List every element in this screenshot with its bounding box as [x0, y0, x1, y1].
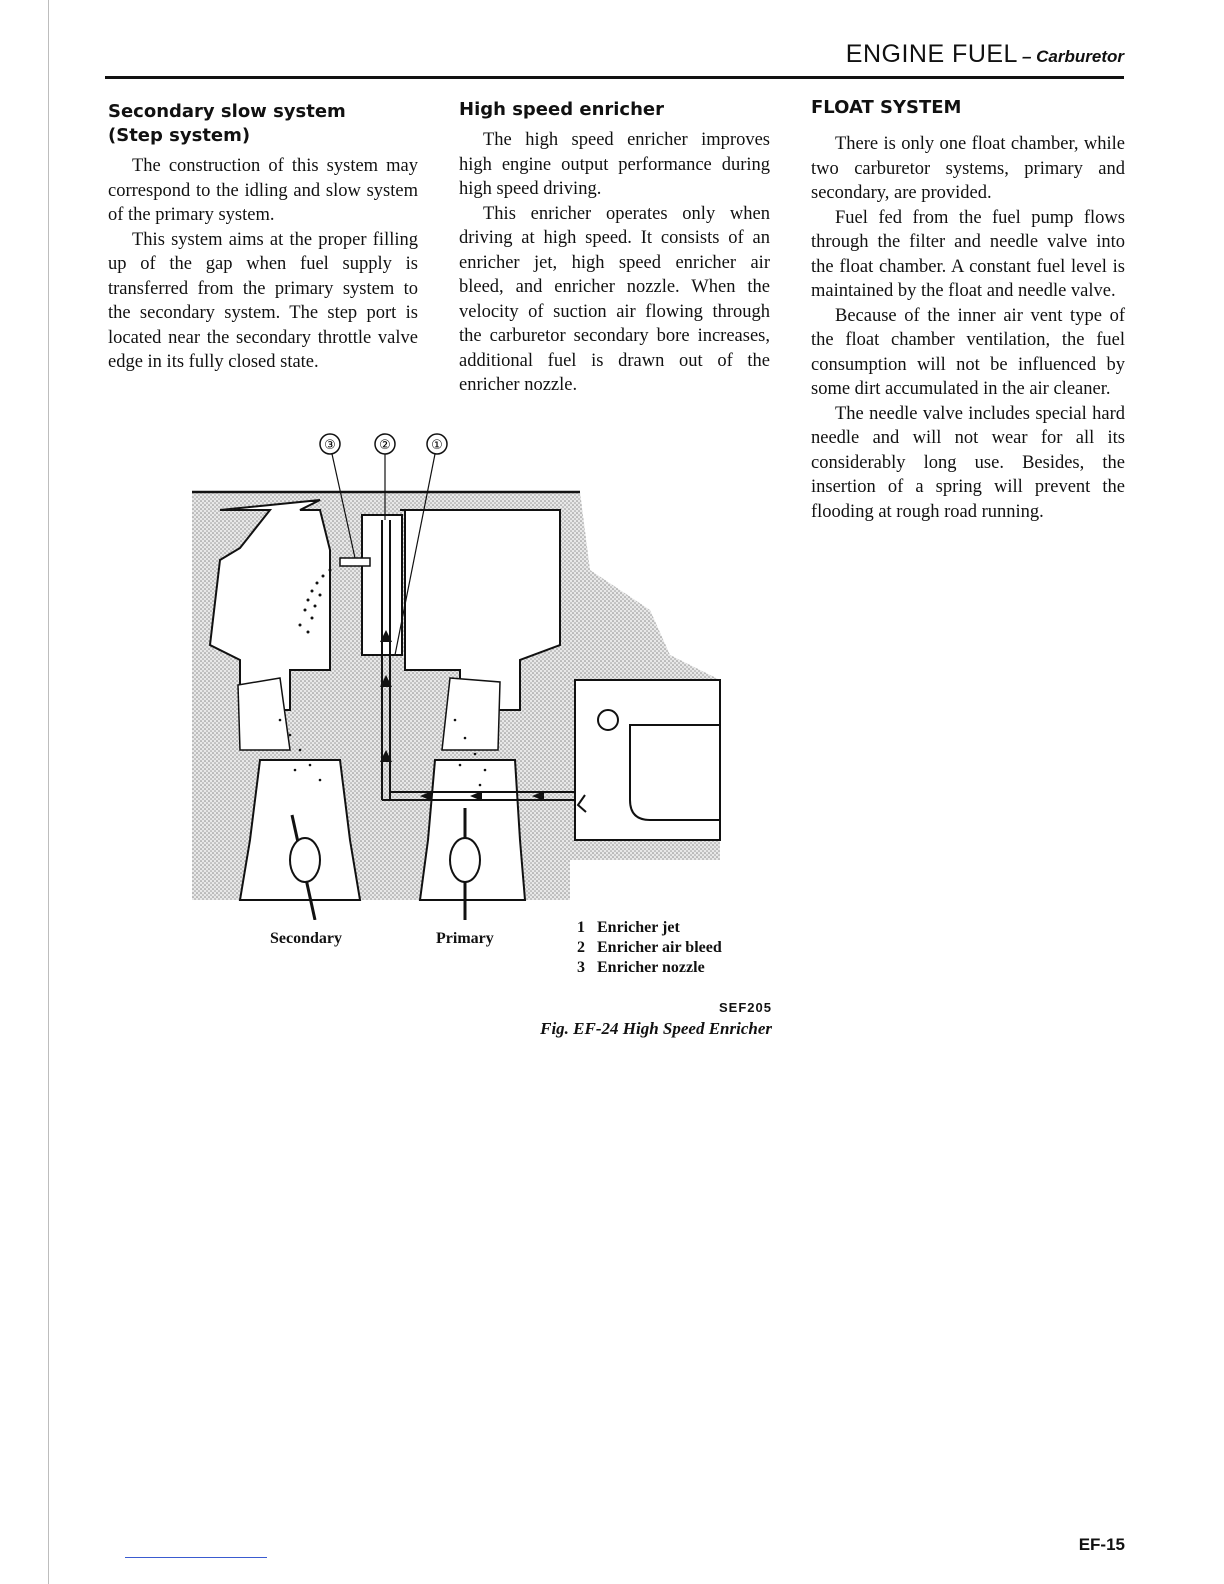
legend-item [575, 958, 722, 978]
paragraph: This system aims at the proper filling up of the gap when fuel supply is transferred from the primary system to the secondary system. The step port is located near the secondary throttle valve edge in its fully closed state. [108, 229, 418, 372]
callout-3-label: ③ [324, 438, 336, 453]
legend-num: 2 [577, 939, 585, 956]
figure-legend [575, 918, 722, 978]
header-title: ENGINE FUEL [845, 40, 1018, 68]
paragraph: Fuel fed from the fuel pump flows through the filter and needle valve into the float chamber. A constant fuel level is maintained by the float and needle valve. [811, 207, 1125, 301]
page-edge [48, 0, 49, 1584]
paragraph: There is only one float chamber, while two carburetor systems, primary and secondary, are provided. [811, 134, 1125, 203]
page-number: EF-15 [1078, 1535, 1125, 1554]
heading-line-2: (Step system) [108, 125, 251, 146]
column-secondary-slow-system [108, 100, 418, 375]
header-rule [105, 76, 1124, 79]
legend-text: Enricher jet [597, 919, 680, 936]
legend-item [575, 938, 722, 958]
figure-caption: Fig. EF-24 High Speed Enricher [540, 1019, 772, 1038]
paragraph: Because of the inner air vent type of the float chamber ventilation, the fuel consumption will not be influenced by some dirt accumulated in the air cleaner. [811, 305, 1125, 399]
high-speed-enricher-diagram [180, 420, 740, 920]
heading-line-1: Secondary slow system [108, 101, 346, 122]
legend-text: Enricher air bleed [597, 939, 722, 956]
column-float-system [811, 96, 1125, 524]
column-high-speed-enricher [459, 98, 770, 398]
header-subtitle: – Carburetor [1021, 47, 1124, 66]
page-header [846, 40, 1124, 69]
paragraph: The construction of this system may correspond to the idling and slow system of the primary system. [108, 156, 418, 225]
label-primary: Primary [436, 930, 494, 947]
figure-code: SEF205 [719, 1000, 772, 1015]
callout-2-label: ② [379, 438, 391, 453]
bottom-line [125, 1557, 267, 1558]
legend-item [575, 918, 722, 938]
label-secondary: Secondary [270, 930, 342, 947]
legend-num: 3 [577, 959, 585, 976]
legend-text: Enricher nozzle [597, 959, 705, 976]
section-heading: FLOAT SYSTEM [811, 97, 962, 118]
section-heading [108, 100, 418, 148]
section-heading: High speed enricher [459, 99, 665, 120]
paragraph: This enricher operates only when driving at high speed. It consists of an enricher jet, high speed enricher air bleed, and enricher nozzle. When the velocity of suction air flowing through the carburetor secondary bore increases, additional fuel is drawn out of the enricher nozzle. [459, 203, 770, 395]
callout-1-label: ① [431, 438, 443, 453]
legend-num: 1 [577, 919, 585, 936]
paragraph: The needle valve includes special hard needle and will not wear for all its considerably long use. Besides, the insertion of a spring will prevent the flooding at rough road running. [811, 403, 1125, 522]
paragraph: The high speed enricher improves high engine output performance during high speed driving. [459, 130, 770, 199]
